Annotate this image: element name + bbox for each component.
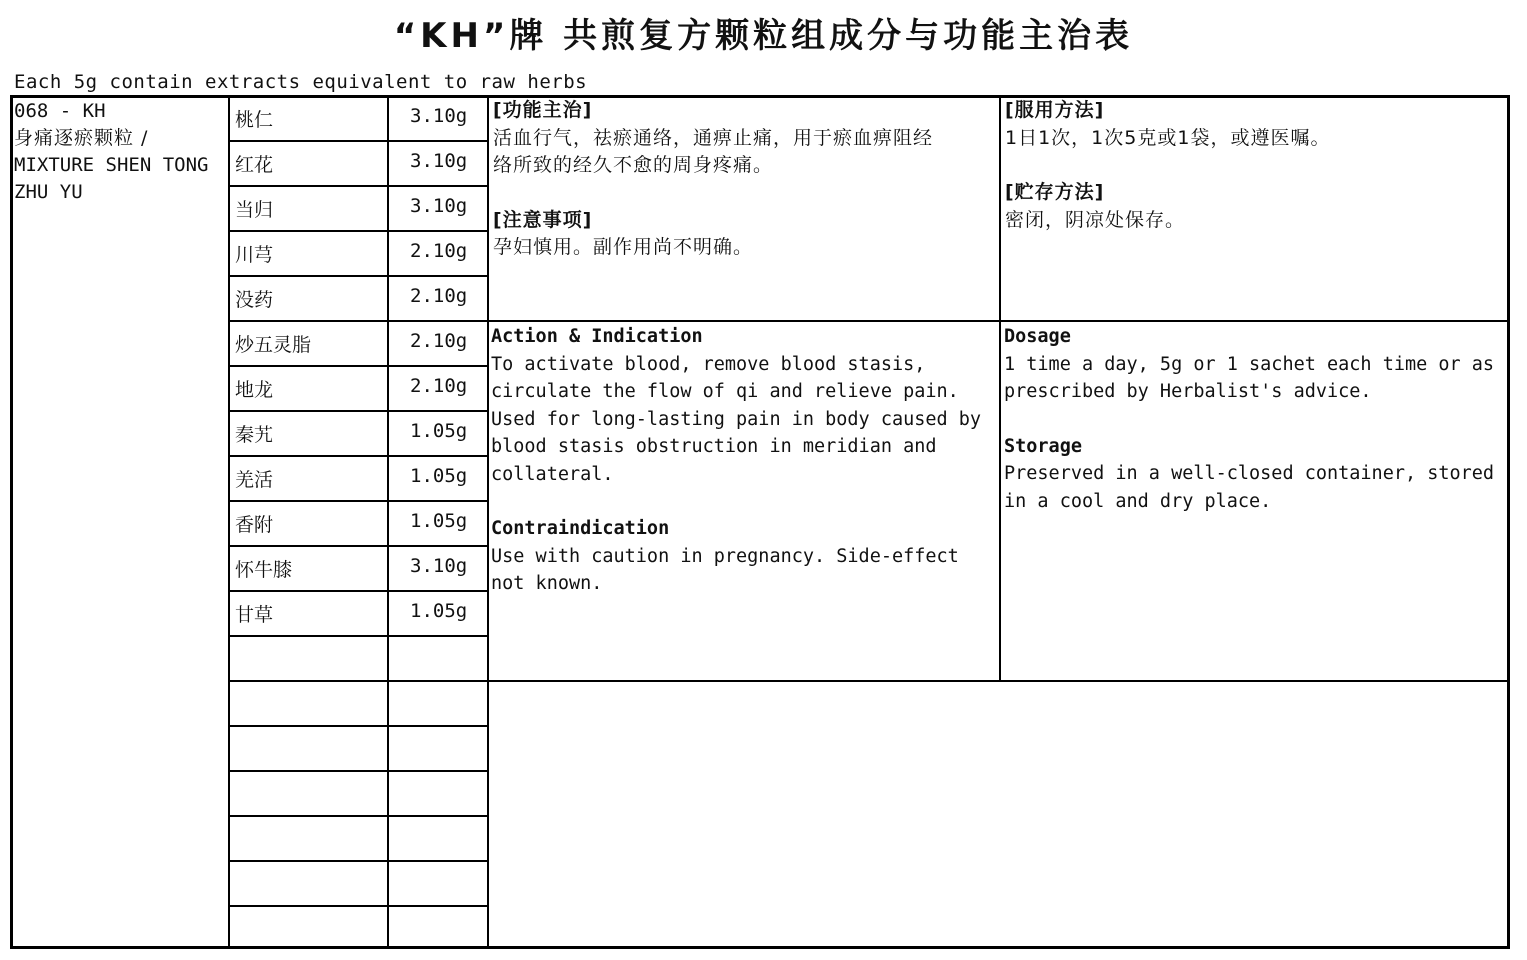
table-row (230, 187, 488, 232)
table-row (230, 277, 488, 322)
divider (489, 680, 1509, 682)
dosage-line: prescribed by Herbalist's advice. (1004, 381, 1372, 402)
herb-amount: 2.10g (410, 330, 468, 352)
storage-line: Preserved in a well-closed container, stored (1004, 463, 1495, 484)
dosage-line: 1 time a day, 5g or 1 sachet each time or as (1004, 353, 1495, 375)
herb-name: 川芎 (235, 244, 274, 266)
herb-name: 红花 (235, 154, 274, 176)
table-row (230, 727, 488, 772)
caution-heading-cn: [注意事项] (493, 208, 593, 231)
herb-name: 当归 (235, 199, 274, 221)
herb-amount: 3.10g (410, 105, 468, 127)
subtitle: Each 5g contain extracts equivalent to raw herbs (14, 71, 588, 93)
herb-amount: 3.10g (410, 195, 468, 217)
herb-name: 羌活 (235, 469, 274, 491)
contraindication-line: not known. (491, 573, 603, 594)
product-code: 068 - KH (14, 100, 106, 122)
contraindication-line: Use with caution in pregnancy. Side-effect (491, 545, 959, 567)
herb-name: 地龙 (235, 379, 274, 401)
indication-heading-cn: [功能主治] (493, 99, 593, 121)
herb-amount: 3.10g (410, 150, 468, 172)
herb-amount: 1.05g (410, 510, 468, 532)
storage-line: in a cool and dry place. (1004, 490, 1272, 512)
table-row (230, 457, 488, 502)
storage-heading: Storage (1004, 435, 1082, 457)
dosage-heading: Dosage (1004, 326, 1071, 347)
action-line: Used for long-lasting pain in body caused by (491, 408, 982, 430)
storage-text-cn: 密闭，阴凉处保存。 (1005, 208, 1186, 231)
herb-name: 香附 (235, 514, 274, 536)
en-dosage-cell (1004, 323, 1506, 515)
storage-heading-cn: [贮存方法] (1005, 181, 1105, 203)
table-row (230, 502, 488, 547)
product-name-cn: 身痛逐瘀颗粒 / (14, 127, 149, 149)
indication-text-cn-cont: 络所致的经久不愈的周身疼痛。 (493, 154, 774, 176)
action-line: circulate the flow of qi and relieve pain. (491, 381, 959, 402)
table-row (230, 637, 488, 682)
table-row (230, 772, 488, 817)
caution-text-cn: 孕妇慎用。副作用尚不明确。 (493, 236, 754, 258)
product-name-en: MIXTURE SHEN TONG (14, 154, 209, 176)
cn-indication-cell (493, 97, 993, 262)
herb-amount: 2.10g (410, 285, 468, 307)
product-info (14, 98, 224, 206)
table-row (230, 547, 488, 592)
herb-amount: 2.10g (410, 375, 468, 397)
page-title: “KH”牌 共煎复方颗粒组成分与功能主治表 (393, 16, 1134, 56)
herb-name: 甘草 (235, 604, 274, 626)
herb-name: 桃仁 (235, 109, 274, 131)
herb-amount: 3.10g (410, 555, 468, 577)
table-row (230, 367, 488, 412)
en-action-cell (491, 323, 997, 598)
herb-amount: 1.05g (410, 465, 468, 487)
dosage-heading-cn: [服用方法] (1005, 99, 1105, 121)
table-row (230, 817, 488, 862)
action-heading: Action & Indication (491, 326, 703, 347)
table-row (230, 232, 488, 277)
herb-amount: 2.10g (410, 240, 468, 262)
divider (489, 320, 1509, 322)
action-line: collateral. (491, 463, 614, 485)
herb-amount: 1.05g (410, 600, 468, 622)
table-row (230, 592, 488, 637)
contraindication-heading: Contraindication (491, 518, 670, 539)
action-line: blood stasis obstruction in meridian and (491, 436, 937, 457)
table-row (230, 97, 488, 142)
herb-amount: 1.05g (410, 420, 468, 442)
herb-name: 秦艽 (235, 424, 274, 446)
table-row (230, 322, 488, 367)
product-name-en-cont: ZHU YU (14, 181, 83, 203)
table-row (230, 862, 488, 907)
cn-dosage-cell (1005, 97, 1505, 234)
action-line: To activate blood, remove blood stasis, (491, 353, 926, 375)
table-row (230, 682, 488, 727)
table-row (230, 142, 488, 187)
indication-text-cn: 活血行气，祛瘀通络，通痹止痛，用于瘀血痹阻经 (493, 126, 934, 149)
herb-name: 没药 (235, 289, 274, 311)
table-row (230, 412, 488, 457)
herb-name: 炒五灵脂 (235, 334, 312, 356)
herb-name: 怀牛膝 (235, 559, 293, 581)
divider (999, 97, 1001, 681)
dosage-text-cn: 1日1次，1次5克或1袋，或遵医嘱。 (1005, 126, 1331, 149)
table-row (230, 907, 488, 952)
